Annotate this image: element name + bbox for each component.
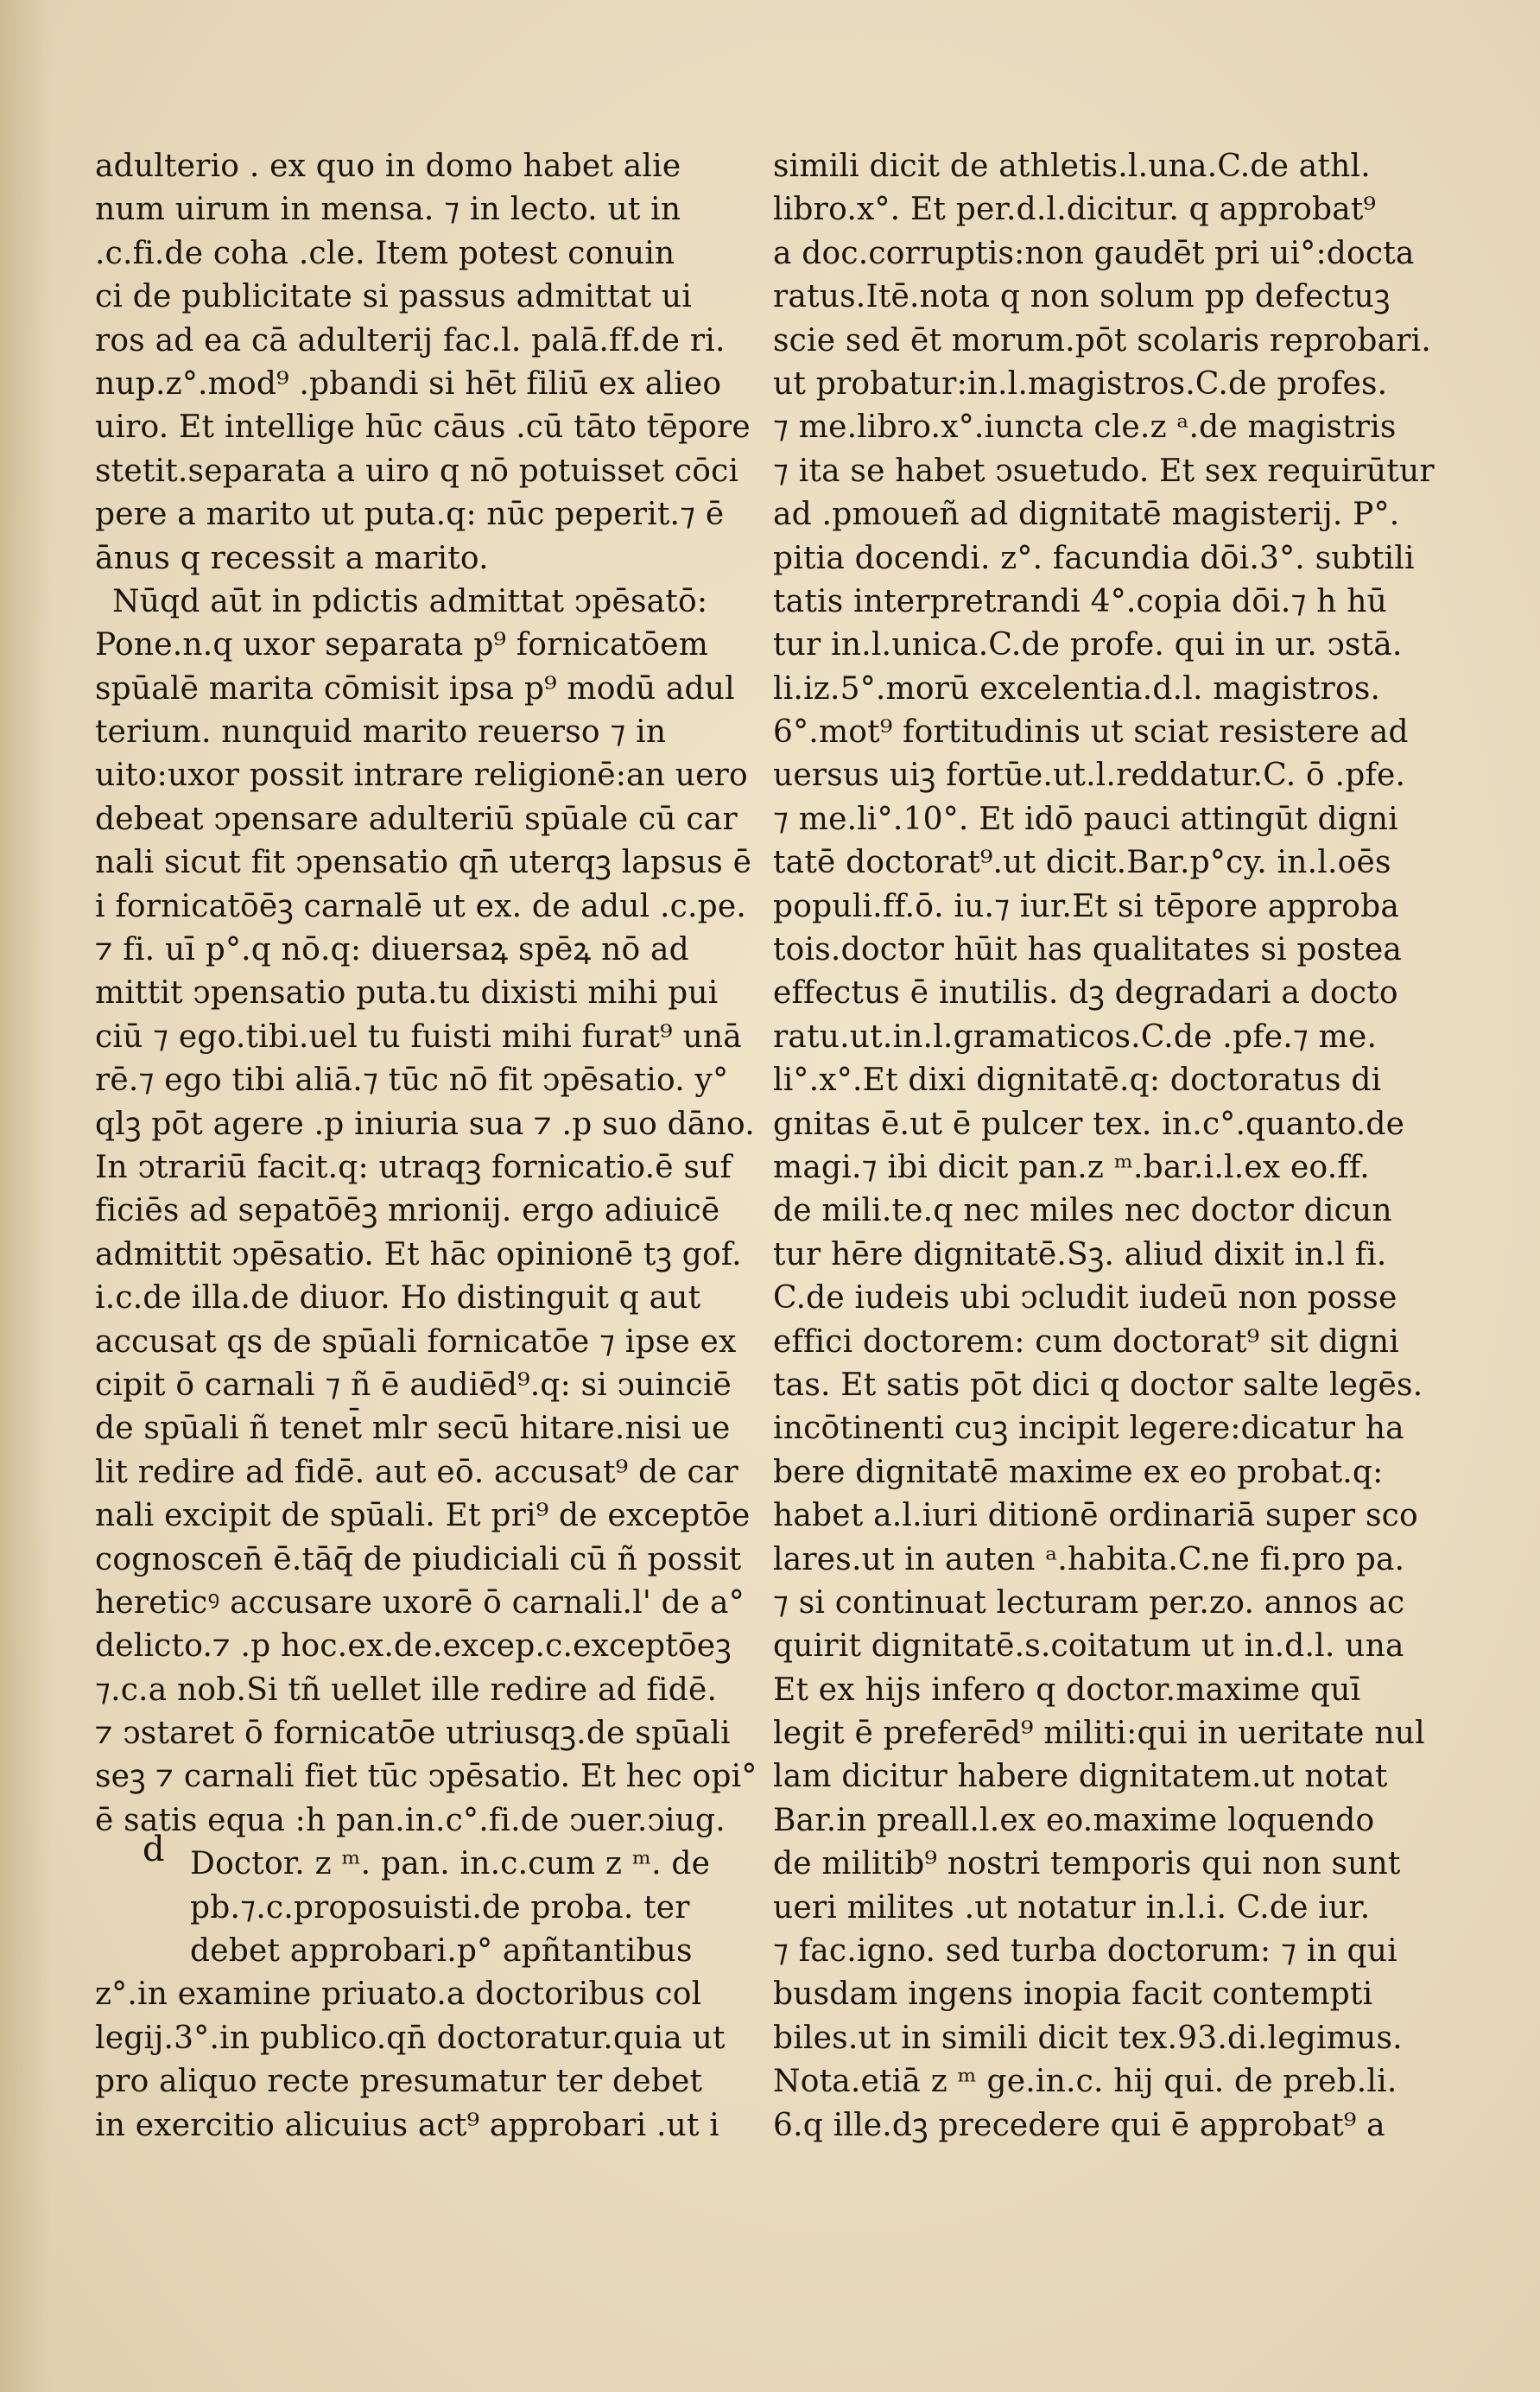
text-line: ⁊ fi. uī p°.q nō.q: diuersaꝝ spēꝝ nō ad	[95, 932, 689, 968]
text-line: bere dignitatē maxime ex eo probat.q:	[773, 1454, 1384, 1490]
text-line: a doc.corruptis:non gaudēt pri ui°:docta	[773, 235, 1415, 271]
text-line: tas. Et satis pōt dici q doctor salte legēs.	[773, 1367, 1423, 1403]
text-line: rē.⁊ ego tibi aliā.⁊ tūc nō fit ↄpēsatio. y°	[95, 1063, 729, 1099]
text-line: i.c.de illa.de diuor. Ho distinguit q aut	[95, 1280, 701, 1317]
text-line: simili dicit de athletis.l.una.C.de athl.	[773, 149, 1371, 184]
text-line: seꝫ ⁊ carnali fiet tūc ↄpēsatio. Et hec opi°	[95, 1759, 757, 1795]
text-line: delicto.⁊ .p hoc.ex.de.excep.c.exceptōeꝫ	[95, 1628, 732, 1665]
margin-letter: d	[143, 1830, 165, 1869]
text-line: i fornicatōēꝫ carnalē ut ex. de adul .c.pe.	[95, 888, 746, 924]
text-line: Pone.n.q uxor separata p⁹ fornicatōem	[95, 627, 709, 663]
text-line: de spūali ñ tenet̄ mlr secū hitare.nisi ue	[95, 1411, 731, 1447]
text-line: pere a marito ut puta.q: nūc peperit.⁊ ē	[95, 497, 725, 533]
text-line: effici doctorem: cum doctorat⁹ sit digni	[773, 1323, 1399, 1360]
text-line: ⁊ ↄstaret ō fornicatōe utriusqꝫ.de spūali	[95, 1716, 731, 1752]
text-line: busdam ingens inopia facit contempti	[773, 1976, 1373, 2013]
text-line: libro.x°. Et per.d.l.dicitur. q approbat⁹	[773, 192, 1377, 228]
text-line: admittit ↄpēsatio. Et hāc opinionē tꝫ gof.	[95, 1236, 742, 1272]
text-line: ut probatur:in.l.magistros.C.de profes.	[773, 365, 1388, 402]
text-line: legit ē preferēd⁹ militi:qui in ueritate nul	[773, 1716, 1425, 1752]
text-line: debeat ↄpensare adulteriū spūale cū car	[95, 801, 738, 837]
text-line: pitia docendi. z°. facundia dōi.3°. subtili	[773, 540, 1415, 576]
text-line: ⁊.c.a nob.Si tñ uellet ille redire ad fidē.	[95, 1672, 718, 1708]
text-line: spūalē marita cōmisit ipsa p⁹ modū adul	[95, 670, 735, 707]
text-line: tois.doctor hūit has qualitates si postea	[773, 932, 1403, 968]
text-line: lares.ut in auten ᵃ.habita.C.ne fi.pro pa.	[773, 1541, 1405, 1577]
text-line: uiro. Et intellige hūc cāus .cū tāto tēpore	[95, 409, 751, 446]
text-line: nali sicut fit ↄpensatio qn̄ uterqꝫ lapsus ē	[95, 845, 752, 881]
text-line: z°.in examine priuato.a doctoribus col	[95, 1976, 702, 2013]
text-line: ⁊ me.libro.x°.iuncta cle.z ᵃ.de magistris	[773, 409, 1397, 446]
text-line: cipit ō carnali ⁊ ñ ē audiēd⁹.q: si ↄuinciē	[95, 1367, 732, 1403]
text-line: uito:uxor possit intrare religionē:an uero	[95, 758, 748, 794]
text-line: ad .pmoueñ ad dignitatē magisterij. P°.	[773, 497, 1400, 533]
text-line: de mili.te.q nec miles nec doctor dicun	[773, 1193, 1392, 1229]
text-line: mittit ↄpensatio puta.tu dixisti mihi pui	[95, 975, 719, 1012]
text-line: lam dicitur habere dignitatem.ut notat	[773, 1759, 1388, 1795]
text-line: lit redire ad fidē. aut eō. accusat⁹ de car	[95, 1454, 738, 1490]
text-line: ⁊ me.li°.10°. Et idō pauci attingūt digni	[773, 801, 1398, 837]
text-line: ciū ⁊ ego.tibi.uel tu fuisti mihi furat⁹ unā	[95, 1018, 742, 1055]
text-line: magi.⁊ ibi dicit pan.z ᵐ.bar.i.l.ex eo.ff.	[773, 1149, 1370, 1185]
text-line: tatē doctorat⁹.ut dicit.Bar.p°cy. in.l.oēs	[773, 845, 1391, 881]
text-line: scie sed ēt morum.pōt scolaris reprobari.	[773, 322, 1432, 358]
text-line: nali excipit de spūali. Et pri⁹ de exceptōe	[95, 1498, 751, 1534]
text-line: ueri milites .ut notatur in.l.i. C.de iur.	[773, 1889, 1371, 1926]
text-line: Nota.etiā z ᵐ ge.in.c. hij qui. de preb.li.	[773, 2064, 1397, 2100]
text-line: Nūqd aūt in pdictis admittat ↄpēsatō:	[112, 583, 708, 619]
text-line: qlꝫ pōt agere .p iniuria sua ⁊ .p suo dāno.	[95, 1106, 755, 1142]
text-line: biles.ut in simili dicit tex.93.di.legimus.	[773, 2020, 1403, 2056]
text-line: ānus q recessit a marito.	[95, 540, 489, 576]
text-line: debet approbari.p° apñtantibus	[190, 1933, 693, 1970]
text-line: habet a.l.iuri ditionē ordinariā super sco	[773, 1498, 1418, 1534]
right-text-column	[773, 145, 1435, 2148]
text-line: quirit dignitatē.s.coitatum ut in.d.l. una	[773, 1628, 1404, 1665]
text-line: 6.q ille.dꝫ precedere qui ē approbat⁹ a	[773, 2107, 1385, 2143]
text-line: Bar.in preall.l.ex eo.maxime loquendo	[773, 1802, 1375, 1838]
text-line: pb.⁊.c.proposuisti.de proba. ter	[190, 1889, 690, 1926]
text-line: ratu.ut.in.l.gramaticos.C.de .pfe.⁊ me.	[773, 1018, 1378, 1055]
text-line: ⁊ fac.igno. sed turba doctorum: ⁊ in qui	[773, 1933, 1397, 1970]
text-line: effectus ē inutilis. dꝫ degradari a docto	[773, 975, 1398, 1012]
text-line: num uirum in mensa. ⁊ in lecto. ut in	[95, 192, 681, 228]
text-line: tur hēre dignitatē.Sꝫ. aliud dixit in.l fi.	[773, 1236, 1387, 1272]
text-line: accusat qs de spūali fornicatōe ⁊ ipse ex	[95, 1323, 737, 1360]
text-line: Doctor. z ᵐ. pan. in.c.cum z ᵐ. de	[190, 1846, 711, 1882]
text-line: hereticꝰ accusare uxorē ō carnali.l' de a°	[95, 1584, 745, 1621]
text-line: adulterio . ex quo in domo habet alie	[95, 149, 681, 184]
text-line: 6°.mot⁹ fortitudinis ut sciat resistere ad	[773, 714, 1409, 751]
text-line: de militib⁹ nostri temporis qui non sunt	[773, 1846, 1401, 1882]
text-line: ⁊ ita se habet ↄsuetudo. Et sex requirūtur	[773, 453, 1435, 489]
text-line: nup.z°.mod⁹ .pbandi si hēt filiū ex alieo	[95, 365, 722, 402]
text-line: .c.fi.de coha .cle. Item potest conuin	[95, 235, 675, 271]
text-line: pro aliquo recte presumatur ter debet	[95, 2064, 703, 2100]
text-line: legij.3°.in publico.qn̄ doctoratur.quia ut	[95, 2020, 726, 2056]
text-line: in exercitio alicuius act⁹ approbari .ut i	[95, 2107, 720, 2143]
text-line: In ↄtrariū facit.q: utraqꝫ fornicatio.ē suf	[95, 1149, 732, 1185]
text-line: uersus uiꝫ fortūe.ut.l.reddatur.C. ō .pfe.	[773, 758, 1406, 794]
text-line: incōtinenti cuꝫ incipit legere:dicatur ha	[773, 1411, 1404, 1447]
text-line: ⁊ si continuat lecturam per.zo. annos ac	[773, 1584, 1405, 1621]
text-line: ratus.Itē.nota q non solum pp defectuꝫ	[773, 279, 1391, 315]
text-line: tur in.l.unica.C.de profe. qui in ur. ↄstā.	[773, 627, 1403, 663]
text-line: C.de iudeis ubi ↄcludit iudeū non posse	[773, 1280, 1397, 1317]
text-line: stetit.separata a uiro q nō potuisset cōci	[95, 453, 739, 489]
text-line: gnitas ē.ut ē pulcer tex. in.c°.quanto.de	[773, 1106, 1405, 1142]
text-line: li°.x°.Et dixi dignitatē.q: doctoratus di	[773, 1063, 1382, 1099]
text-line: li.iz.5°.morū excelentia.d.l. magistros.	[773, 670, 1381, 707]
text-line: ci de publicitate si passus admittat ui	[95, 279, 692, 315]
text-line: Et ex hijs infero q doctor.maxime quī	[773, 1672, 1361, 1708]
text-line: ficiēs ad sepatōēꝫ mrionij. ergo adiuicē	[95, 1193, 720, 1229]
text-line: tatis interpretrandi 4°.copia dōi.⁊ h hū	[773, 583, 1388, 619]
binding-gutter-shadow	[0, 0, 52, 2392]
text-line: terium. nunquid marito reuerso ⁊ in	[95, 714, 667, 751]
left-text-column	[95, 145, 757, 2148]
text-line: ros ad ea cā adulterij fac.l. palā.ff.de ri.	[95, 322, 726, 358]
text-line: ē satis equa :h pan.in.c°.fi.de ↄuer.ↄiug.	[95, 1802, 726, 1838]
text-line: cognoscen̄ ē.tāq̄ de piudiciali cū ñ possit	[95, 1541, 742, 1577]
text-line: populi.ff.ō. iu.⁊ iur.Et si tēpore approba	[773, 888, 1400, 924]
